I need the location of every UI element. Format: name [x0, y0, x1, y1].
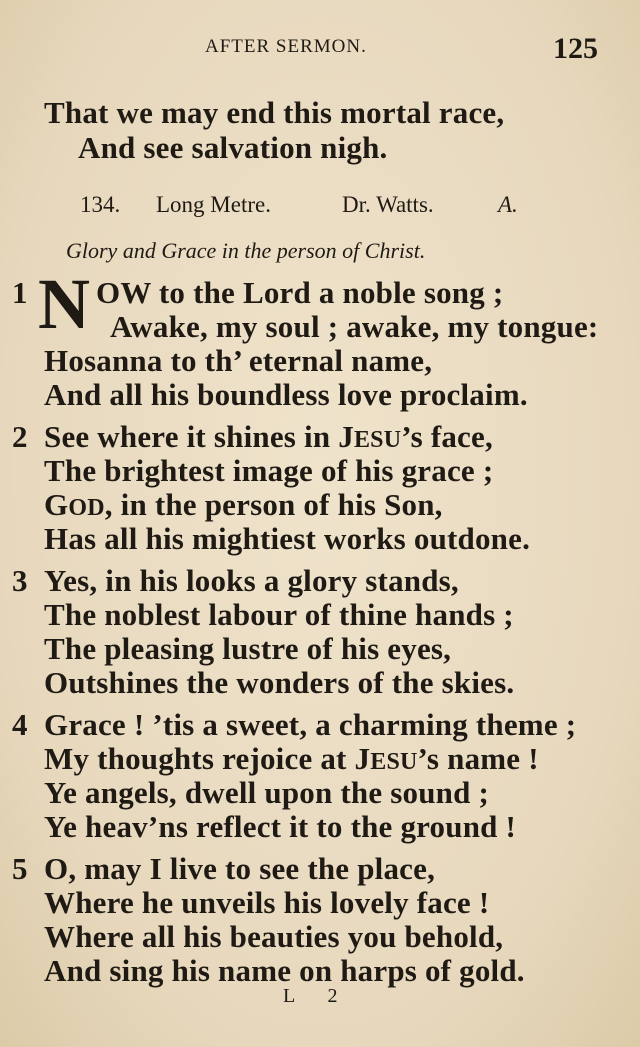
verse-line: Has all his mightiest works outdone.	[44, 521, 531, 556]
carryover-line: That we may end this mortal race,	[44, 95, 505, 130]
god-first: G	[44, 487, 69, 522]
verse-line: OW to the Lord a noble song ;	[96, 275, 504, 310]
verse-line-text: , in the person of his Son,	[104, 487, 443, 522]
carryover-line: And see salvation nigh.	[78, 130, 388, 165]
verse-line: O, may I live to see the place,	[44, 851, 436, 886]
verse-line: And all his boundless love proclaim.	[44, 377, 528, 412]
signature-mark: L 2	[283, 985, 352, 1007]
verse-line: Awake, my soul ; awake, my tongue:	[110, 309, 599, 344]
verse-line: Yes, in his looks a glory stands,	[44, 563, 459, 598]
verse-line-text: ’s face,	[401, 419, 493, 454]
hymn-author: Dr. Watts.	[342, 192, 434, 217]
verse-number: 3	[12, 563, 28, 598]
verse-line-text: My thoughts rejoice at	[44, 741, 347, 776]
page-header	[0, 32, 640, 66]
verse-line	[44, 419, 493, 455]
verse-line: Outshines the wonders of the skies.	[44, 665, 515, 700]
verse-line	[44, 487, 443, 523]
verse-line: Ye heav’ns reflect it to the ground !	[44, 809, 517, 844]
verse-number: 5	[12, 851, 28, 886]
verse-number: 1	[12, 275, 28, 310]
verse-number: 4	[12, 707, 28, 742]
verse-line: Ye angels, dwell upon the sound ;	[44, 775, 490, 810]
jesu-smallcaps: ESU	[370, 749, 418, 775]
god-smallcaps: OD	[68, 495, 105, 521]
running-head: AFTER SERMON.	[205, 36, 367, 57]
verse-line: The noblest labour of thine hands ;	[44, 597, 514, 632]
verse-line: Where he unveils his lovely face !	[44, 885, 490, 920]
drop-cap: N	[38, 264, 90, 344]
hymn-subtitle: Glory and Grace in the person of Christ.	[66, 238, 426, 263]
verse-line: And sing his name on harps of gold.	[44, 953, 525, 988]
verse-line: Grace ! ’tis a sweet, a charming theme ;	[44, 707, 577, 742]
verse-line: Where all his beauties you behold,	[44, 919, 504, 954]
page-number: 125	[553, 32, 598, 65]
verse-line: Hosanna to th’ eternal name,	[44, 343, 433, 378]
verse-line-text: ’s name !	[417, 741, 539, 776]
verse-line: The pleasing lustre of his eyes,	[44, 631, 452, 666]
hymn-number: 134.	[80, 192, 121, 217]
verse-line: The brightest image of his grace ;	[44, 453, 494, 488]
hymn-meter: Long Metre.	[156, 192, 271, 217]
jesu-smallcaps: ESU	[353, 427, 402, 453]
jesu-first: J	[338, 419, 354, 454]
verse-line-text: See where it shines in	[44, 419, 331, 454]
jesu-first: J	[354, 741, 371, 776]
tune-mark: A.	[498, 192, 518, 217]
verse-line	[44, 741, 539, 777]
verse-number: 2	[12, 419, 28, 454]
